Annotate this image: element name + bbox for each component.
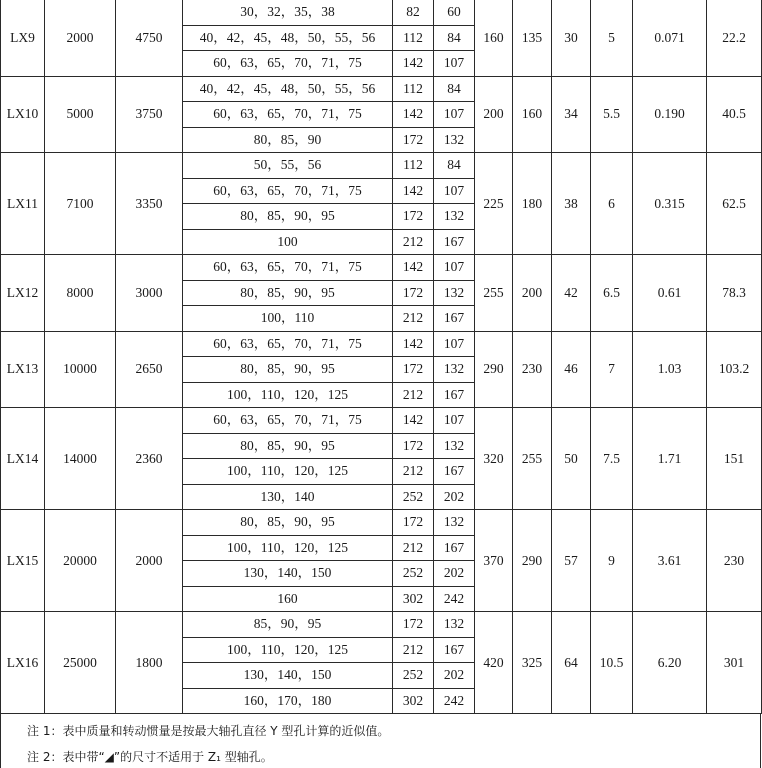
torque-cell: 8000 (45, 255, 116, 332)
mass-cell: 40.5 (707, 76, 762, 153)
length-j-cell: 107 (434, 178, 475, 204)
table-row (1, 0, 762, 25)
shaft-diameters-cell: 100 (183, 229, 393, 255)
torque-cell: 10000 (45, 331, 116, 408)
table-row (1, 153, 762, 179)
shaft-diameters-cell: 130，140，150 (183, 663, 393, 689)
model-cell: LX10 (1, 76, 45, 153)
shaft-diameters-cell: 60，63，65，70，71，75 (183, 255, 393, 281)
length-j-cell: 167 (434, 637, 475, 663)
length-y-cell: 142 (393, 178, 434, 204)
inertia-cell: 0.61 (633, 255, 707, 332)
shaft-diameters-cell: 130，140，150 (183, 561, 393, 587)
d1-cell: 325 (513, 612, 552, 714)
mass-cell: 22.2 (707, 0, 762, 76)
length-j-cell: 167 (434, 306, 475, 332)
length-j-cell: 132 (434, 510, 475, 536)
table-row (1, 612, 762, 638)
d1-cell: 160 (513, 76, 552, 153)
table-row (1, 76, 762, 102)
speed-cell: 3350 (116, 153, 183, 255)
length-j-cell: 167 (434, 382, 475, 408)
torque-cell: 14000 (45, 408, 116, 510)
length-j-cell: 242 (434, 688, 475, 714)
shaft-diameters-cell: 130，140 (183, 484, 393, 510)
inertia-cell: 6.20 (633, 612, 707, 714)
length-y-cell: 212 (393, 459, 434, 485)
torque-cell: 25000 (45, 612, 116, 714)
length-j-cell: 107 (434, 51, 475, 77)
shaft-diameters-cell: 60，63，65，70，71，75 (183, 102, 393, 128)
length-j-cell: 202 (434, 484, 475, 510)
table-row (1, 408, 762, 434)
shaft-diameters-cell: 160，170，180 (183, 688, 393, 714)
length-y-cell: 212 (393, 637, 434, 663)
width-cell: 30 (552, 0, 591, 76)
outer-diameter-cell: 290 (475, 331, 513, 408)
d1-cell: 290 (513, 510, 552, 612)
model-cell: LX11 (1, 153, 45, 255)
note-1: 注 1：表中质量和转动惯量是按最大轴孔直径 Y 型孔计算的近似值。 (27, 724, 390, 738)
d1-cell: 255 (513, 408, 552, 510)
speed-cell: 2360 (116, 408, 183, 510)
shaft-diameters-cell: 100，110，120，125 (183, 535, 393, 561)
inertia-cell: 3.61 (633, 510, 707, 612)
length-y-cell: 112 (393, 76, 434, 102)
inertia-cell: 1.03 (633, 331, 707, 408)
length-j-cell: 107 (434, 255, 475, 281)
length-j-cell: 132 (434, 612, 475, 638)
length-j-cell: 84 (434, 153, 475, 179)
shaft-diameters-cell: 100，110，120，125 (183, 637, 393, 663)
length-j-cell: 84 (434, 25, 475, 51)
length-j-cell: 202 (434, 663, 475, 689)
length-j-cell: 132 (434, 127, 475, 153)
shaft-diameters-cell: 40，42，45，48，50，55，56 (183, 76, 393, 102)
inertia-cell: 1.71 (633, 408, 707, 510)
gap-cell: 5 (591, 0, 633, 76)
mass-cell: 230 (707, 510, 762, 612)
width-cell: 42 (552, 255, 591, 332)
length-y-cell: 212 (393, 229, 434, 255)
length-j-cell: 167 (434, 229, 475, 255)
shaft-diameters-cell: 40，42，45，48，50，55，56 (183, 25, 393, 51)
d1-cell: 200 (513, 255, 552, 332)
d1-cell: 135 (513, 0, 552, 76)
length-y-cell: 172 (393, 612, 434, 638)
inertia-cell: 0.315 (633, 153, 707, 255)
shaft-diameters-cell: 100，110，120，125 (183, 459, 393, 485)
length-y-cell: 172 (393, 204, 434, 230)
gap-cell: 9 (591, 510, 633, 612)
d1-cell: 180 (513, 153, 552, 255)
model-cell: LX13 (1, 331, 45, 408)
shaft-diameters-cell: 60，63，65，70，71，75 (183, 51, 393, 77)
outer-diameter-cell: 370 (475, 510, 513, 612)
shaft-diameters-cell: 50，55，56 (183, 153, 393, 179)
shaft-diameters-cell: 85，90，95 (183, 612, 393, 638)
model-cell: LX12 (1, 255, 45, 332)
gap-cell: 6 (591, 153, 633, 255)
shaft-diameters-cell: 60，63，65，70，71，75 (183, 331, 393, 357)
length-y-cell: 172 (393, 127, 434, 153)
mass-cell: 103.2 (707, 331, 762, 408)
length-y-cell: 252 (393, 663, 434, 689)
model-cell: LX9 (1, 0, 45, 76)
notes-section (0, 713, 761, 768)
gap-cell: 6.5 (591, 255, 633, 332)
speed-cell: 1800 (116, 612, 183, 714)
speed-cell: 4750 (116, 0, 183, 76)
width-cell: 38 (552, 153, 591, 255)
shaft-diameters-cell: 80，85，90，95 (183, 433, 393, 459)
length-y-cell: 302 (393, 688, 434, 714)
length-j-cell: 132 (434, 357, 475, 383)
length-y-cell: 172 (393, 433, 434, 459)
gap-cell: 5.5 (591, 76, 633, 153)
length-y-cell: 212 (393, 535, 434, 561)
width-cell: 64 (552, 612, 591, 714)
length-j-cell: 132 (434, 204, 475, 230)
model-cell: LX14 (1, 408, 45, 510)
torque-cell: 5000 (45, 76, 116, 153)
inertia-cell: 0.190 (633, 76, 707, 153)
torque-cell: 2000 (45, 0, 116, 76)
d1-cell: 230 (513, 331, 552, 408)
width-cell: 46 (552, 331, 591, 408)
table-body (1, 0, 762, 714)
length-y-cell: 172 (393, 510, 434, 536)
length-y-cell: 142 (393, 408, 434, 434)
length-y-cell: 172 (393, 280, 434, 306)
length-y-cell: 302 (393, 586, 434, 612)
outer-diameter-cell: 420 (475, 612, 513, 714)
speed-cell: 3000 (116, 255, 183, 332)
length-y-cell: 252 (393, 484, 434, 510)
gap-cell: 7 (591, 331, 633, 408)
length-j-cell: 107 (434, 408, 475, 434)
speed-cell: 2000 (116, 510, 183, 612)
outer-diameter-cell: 255 (475, 255, 513, 332)
model-cell: LX15 (1, 510, 45, 612)
length-j-cell: 167 (434, 459, 475, 485)
mass-cell: 62.5 (707, 153, 762, 255)
length-y-cell: 142 (393, 102, 434, 128)
shaft-diameters-cell: 80，85，90，95 (183, 204, 393, 230)
length-j-cell: 132 (434, 433, 475, 459)
outer-diameter-cell: 320 (475, 408, 513, 510)
shaft-diameters-cell: 60，63，65，70，71，75 (183, 178, 393, 204)
shaft-diameters-cell: 100，110，120，125 (183, 382, 393, 408)
length-y-cell: 142 (393, 255, 434, 281)
shaft-diameters-cell: 160 (183, 586, 393, 612)
length-j-cell: 167 (434, 535, 475, 561)
speed-cell: 2650 (116, 331, 183, 408)
torque-cell: 20000 (45, 510, 116, 612)
outer-diameter-cell: 160 (475, 0, 513, 76)
speed-cell: 3750 (116, 76, 183, 153)
torque-cell: 7100 (45, 153, 116, 255)
shaft-diameters-cell: 100，110 (183, 306, 393, 332)
length-y-cell: 82 (393, 0, 434, 25)
mass-cell: 78.3 (707, 255, 762, 332)
gap-cell: 10.5 (591, 612, 633, 714)
length-j-cell: 107 (434, 102, 475, 128)
length-j-cell: 60 (434, 0, 475, 25)
shaft-diameters-cell: 80，85，90，95 (183, 510, 393, 536)
model-cell: LX16 (1, 612, 45, 714)
outer-diameter-cell: 225 (475, 153, 513, 255)
length-y-cell: 112 (393, 25, 434, 51)
mass-cell: 301 (707, 612, 762, 714)
length-y-cell: 212 (393, 306, 434, 332)
table-row (1, 510, 762, 536)
length-y-cell: 142 (393, 51, 434, 77)
length-y-cell: 172 (393, 357, 434, 383)
length-j-cell: 107 (434, 331, 475, 357)
width-cell: 34 (552, 76, 591, 153)
table-row (1, 331, 762, 357)
shaft-diameters-cell: 30，32，35，38 (183, 0, 393, 25)
width-cell: 57 (552, 510, 591, 612)
gap-cell: 7.5 (591, 408, 633, 510)
width-cell: 50 (552, 408, 591, 510)
shaft-diameters-cell: 60，63，65，70，71，75 (183, 408, 393, 434)
shaft-diameters-cell: 80，85，90 (183, 127, 393, 153)
length-y-cell: 252 (393, 561, 434, 587)
shaft-diameters-cell: 80，85，90，95 (183, 280, 393, 306)
outer-diameter-cell: 200 (475, 76, 513, 153)
length-j-cell: 202 (434, 561, 475, 587)
table-row (1, 255, 762, 281)
shaft-diameters-cell: 80，85，90，95 (183, 357, 393, 383)
length-j-cell: 242 (434, 586, 475, 612)
inertia-cell: 0.071 (633, 0, 707, 76)
note-2: 注 2：表中带“◢”的尺寸不适用于 Z₁ 型轴孔。 (27, 750, 273, 764)
length-y-cell: 112 (393, 153, 434, 179)
length-y-cell: 142 (393, 331, 434, 357)
length-y-cell: 212 (393, 382, 434, 408)
length-j-cell: 132 (434, 280, 475, 306)
length-j-cell: 84 (434, 76, 475, 102)
mass-cell: 151 (707, 408, 762, 510)
